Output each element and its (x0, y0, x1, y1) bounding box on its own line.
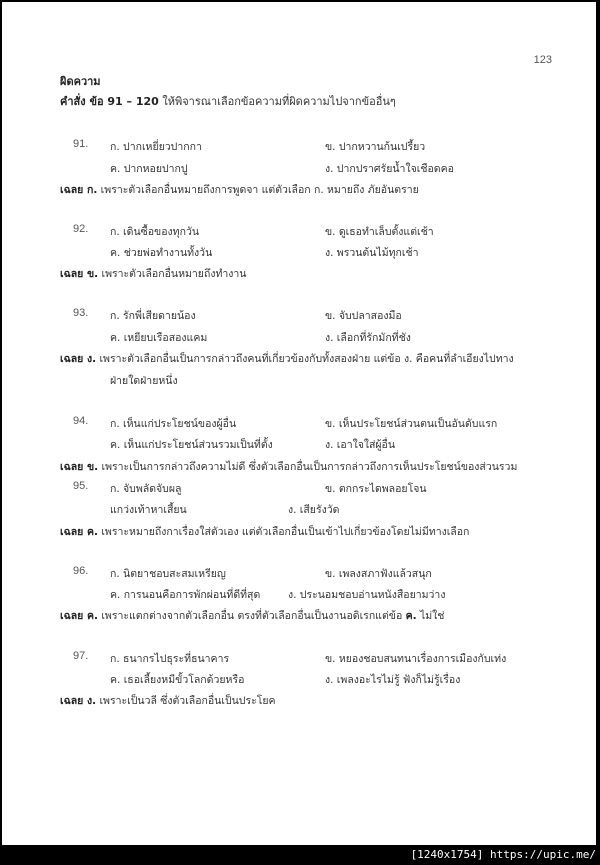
answer-line (60, 265, 246, 282)
option-b: ข. เพลงสภาฟังแล้วสนุก (325, 568, 432, 580)
image-size-watermark: [1240x1754] https://upic.me/ (410, 848, 596, 861)
answer-line (60, 350, 514, 367)
option-b: ข. ดูเธอทำเล็บตั้งแต่เช้า (325, 226, 434, 238)
answer-label: เฉลย ก. (60, 184, 98, 196)
option-a: ก. นิตยาชอบสะสมเหรียญ (110, 568, 226, 580)
option-a: ก. ธนากรไปธุระที่ธนาคาร (110, 653, 230, 665)
answer-label: เฉลย ข. (60, 461, 99, 473)
question-number: 91. (73, 138, 89, 150)
answer-label: เฉลย ข. (60, 268, 99, 280)
answer-line (60, 523, 469, 540)
option-d: ง. ประนอมชอบอ่านหนังสือยามว่าง (288, 589, 446, 601)
option-d: ง. เอาใจใส่ผู้อื่น (325, 439, 396, 451)
answer-label: เฉลย ง. (60, 695, 97, 707)
option-d: ง. เพลงอะไรไม่รู้ ฟังก็ไม่รู้เรื่อง (325, 674, 461, 686)
answer-label: เฉลย ค. (60, 610, 98, 622)
option-b: ข. ตกกระไดพลอยโจน (325, 483, 427, 495)
document-page (2, 2, 596, 845)
answer-text: เพราะหมายถึงกาเรื่องใส่ตัวเอง แต่ตัวเลือกอื่นเป็นเข้าไปเกี่ยวข้องโดยไม่มีทางเลือก (98, 526, 470, 538)
answer-label: เฉลย ง. (60, 353, 97, 365)
option-d: ง. พรวนต้นไม้ทุกเช้า (325, 247, 419, 259)
option-c: ค. เธอเลี้ยงหมีขั้วโลกด้วยหรือ (110, 674, 245, 686)
question-number: 93. (73, 307, 89, 319)
option-b: ข. หยองชอบสนทนาเรื่องการเมืองกับเท่ง (325, 653, 507, 665)
option-b: ข. เห็นประโยชน์ส่วนตนเป็นอันดับแรก (325, 418, 498, 430)
answer-continuation: ฝ่ายใดฝ่ายหนึ่ง (110, 375, 178, 387)
option-d: ง. ปากปราศรัยน้ำใจเชือดคอ (325, 163, 454, 175)
answer-text: เพราะตัวเลือกอื่นหมายถึงการพูดจา แต่ตัวเลือก ก. หมายถึง ภัยอันตราย (97, 184, 419, 196)
answer-text: เพราะเป็นวลี ซึ่งตัวเลือกอื่นเป็นประโยค (96, 695, 276, 707)
section-title: ผิดความ (60, 75, 101, 88)
option-c: ค. ช่วยพ่อทำงานทั้งวัน (110, 247, 213, 259)
option-a: ก. รักพี่เสียดายน้อง (110, 310, 196, 322)
answer-line (60, 458, 517, 475)
answer-line (60, 607, 444, 624)
page-number: 123 (533, 54, 552, 66)
option-c: ค. เห็นแก่ประโยชน์ส่วนรวมเป็นที่ตั้ง (110, 439, 273, 451)
option-a: ก. เห็นแก่ประโยชน์ของผู้อื่น (110, 418, 237, 430)
instruction-text: ให้พิจารณาเลือกข้อความที่ผิดความไปจากข้ออื่นๆ (158, 95, 396, 108)
option-c: ค. ปากหอยปากปู (110, 163, 188, 175)
question-number: 97. (73, 650, 89, 662)
answer-bold-tail: ค. (405, 610, 417, 622)
answer-line (60, 692, 276, 709)
option-c: แกว่งเท้าหาเสี้ยน (110, 504, 187, 516)
answer-text: เพราะตัวเลือกอื่นเป็นการกล่าวถึงคนที่เกี่ยวข้องกับทั้งสองฝ่าย แต่ข้อ ง. คือคนที่ลำเอียงไปทาง (96, 353, 514, 365)
option-a: ก. ปากเหยี่ยวปากกา (110, 141, 202, 153)
question-number: 96. (73, 565, 89, 577)
question-number: 95. (73, 480, 89, 492)
question-number: 94. (73, 415, 89, 427)
question-number: 92. (73, 223, 89, 235)
answer-label: เฉลย ค. (60, 526, 98, 538)
option-c: ค. เหยียบเรือสองแคม (110, 332, 208, 344)
instruction (60, 92, 396, 110)
answer-line (60, 181, 419, 198)
answer-tail: ไม่ใช่ (416, 610, 445, 622)
answer-text: เพราะแตกต่างจากตัวเลือกอื่น ตรงที่ตัวเลือกอื่นเป็นงานอดิเรกแต่ข้อ (98, 610, 406, 622)
option-a: ก. เดินซื้อของทุกวัน (110, 226, 200, 238)
option-a: ก. จับพลัดจับผลู (110, 483, 182, 495)
option-b: ข. จับปลาสองมือ (325, 310, 402, 322)
option-b: ข. ปากหวานก้นเปรี้ยว (325, 141, 426, 153)
option-d: ง. เสียรังวัด (288, 504, 340, 516)
option-d: ง. เลือกที่รักมักที่ชัง (325, 332, 411, 344)
instruction-bold: คำสั่ง ข้อ 91 – 120 (60, 95, 159, 108)
option-c: ค. การนอนคือการพักผ่อนที่ดีที่สุด (110, 589, 261, 601)
answer-text: เพราะเป็นการกล่าวถึงความไม่ดี ซึ่งตัวเลือกอื่นเป็นการกล่าวถึงการเห็นประโยชน์ของส่วนรวม (98, 461, 518, 473)
answer-text: เพราะตัวเลือกอื่นหมายถึงทำงาน (98, 268, 247, 280)
